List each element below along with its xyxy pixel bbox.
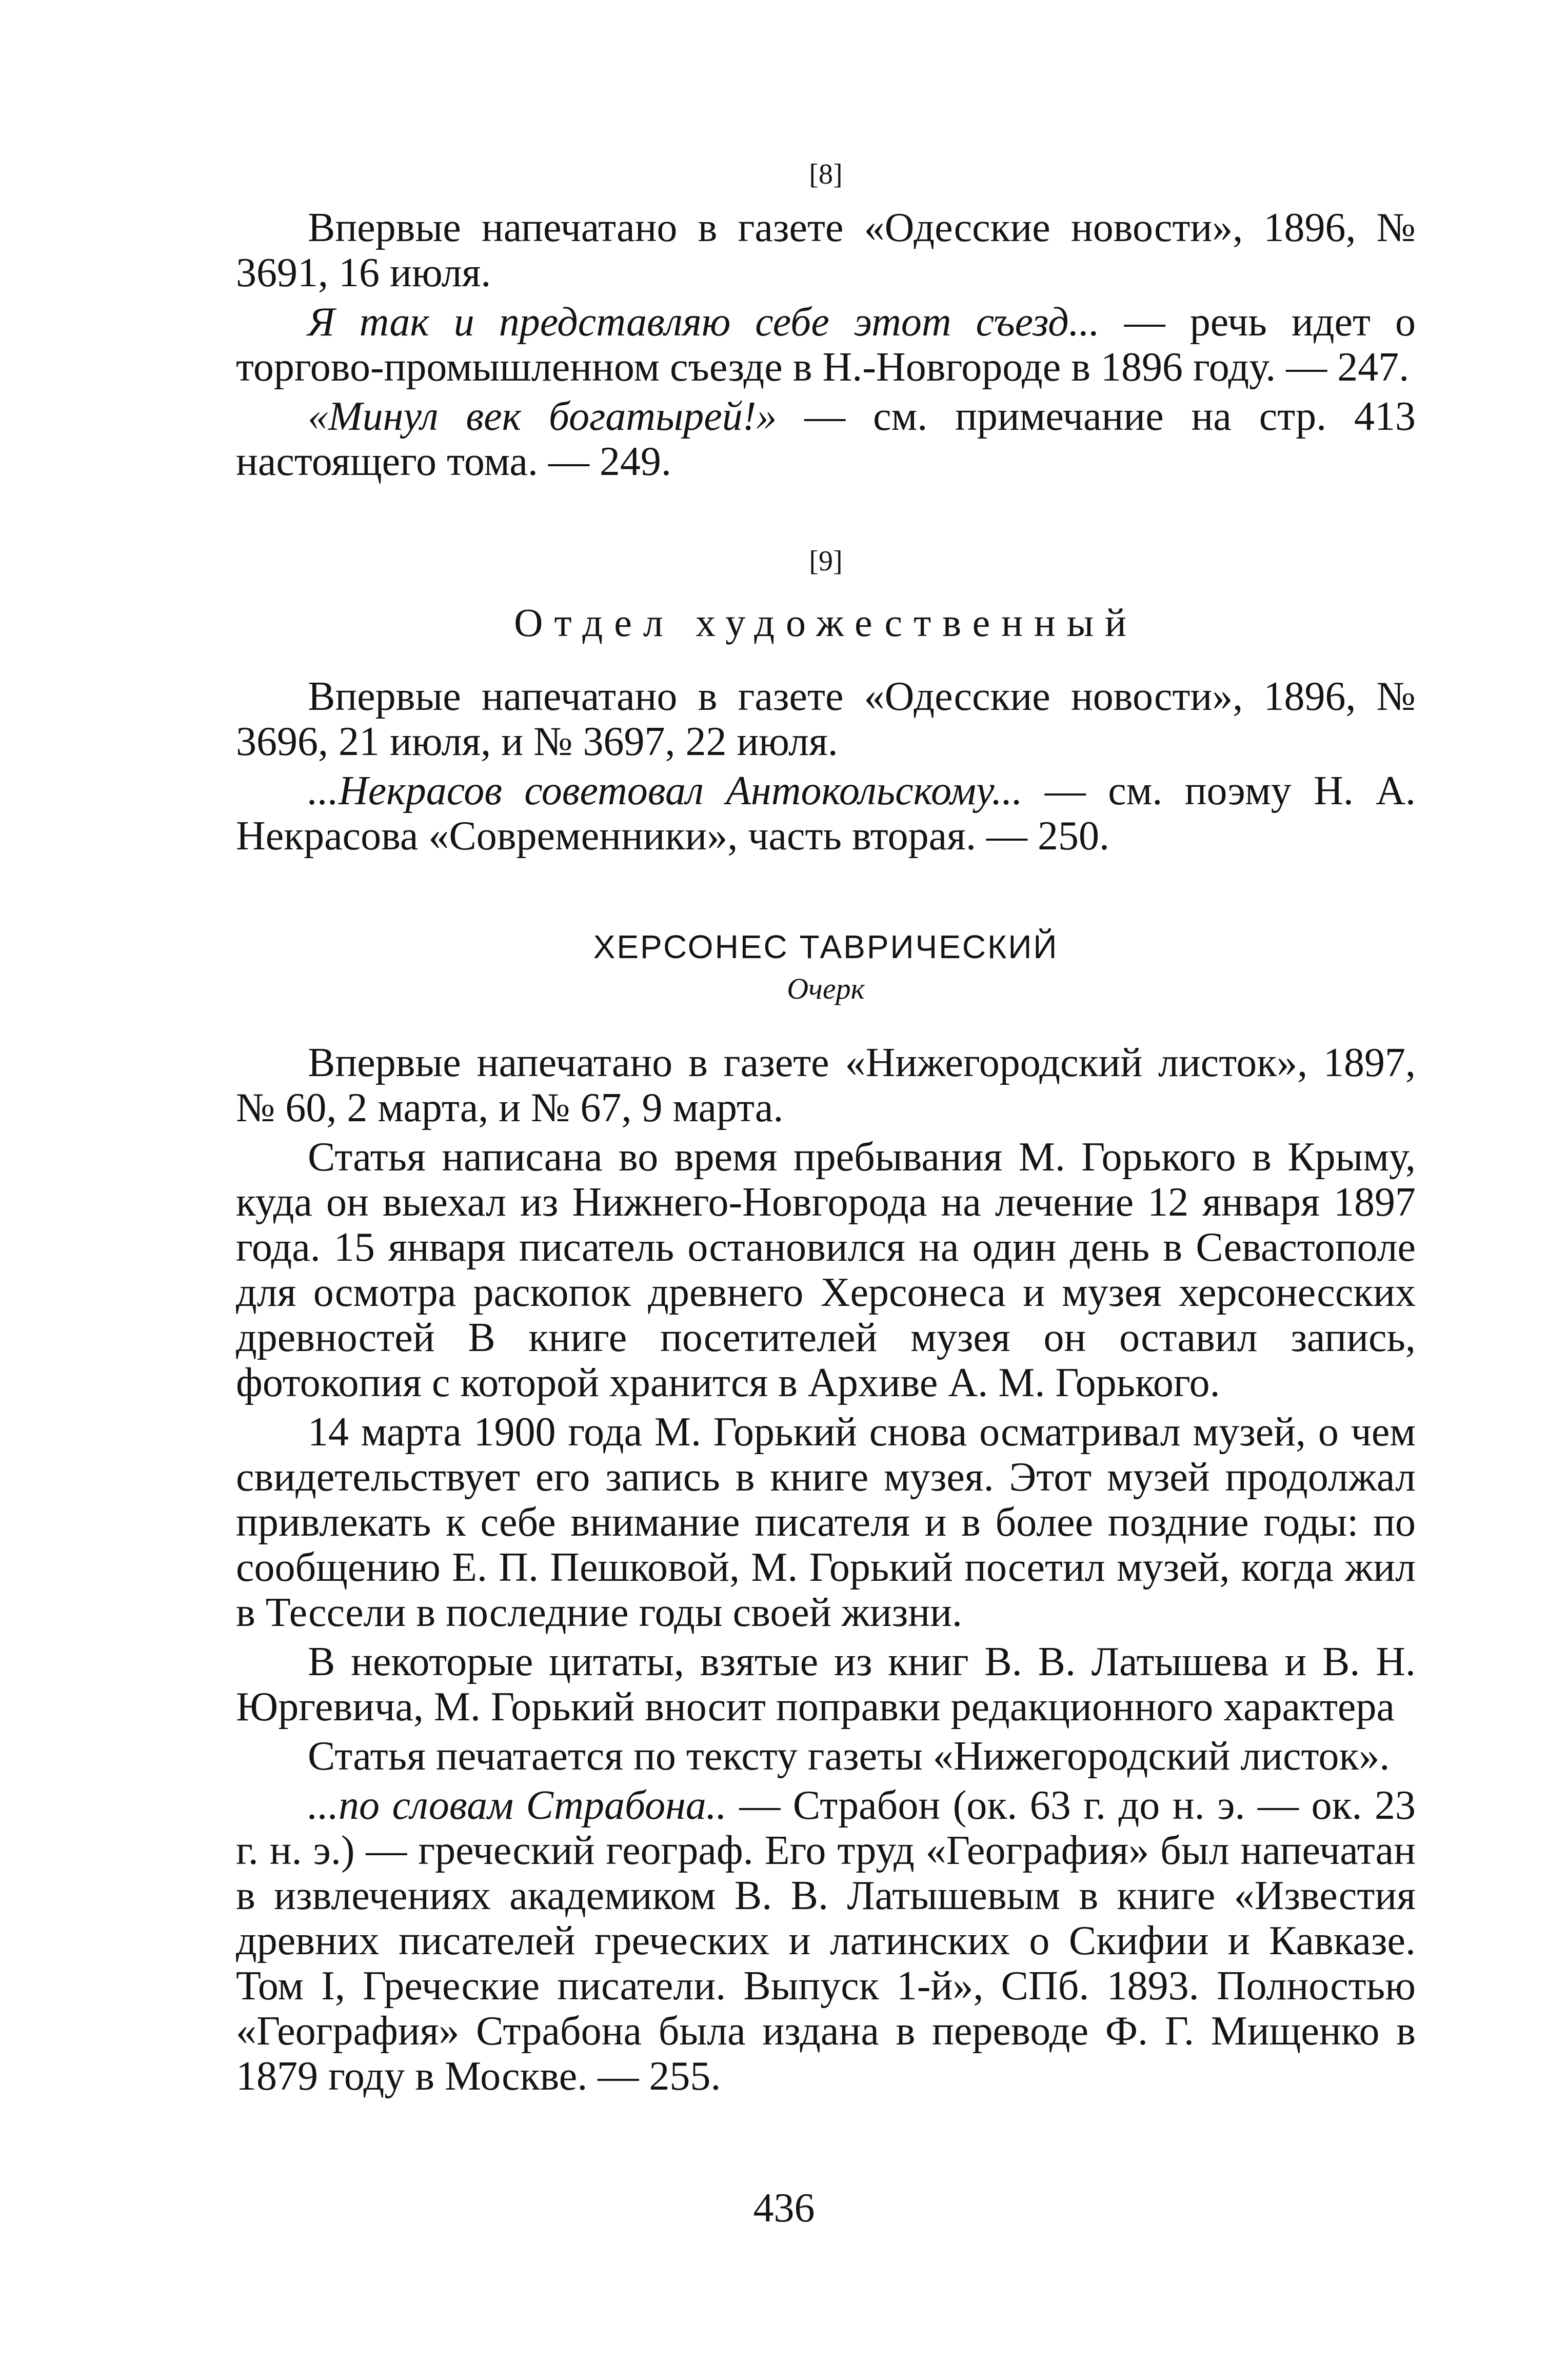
note-8-comment-1-quote: Я так и представляю себе этот съезд... bbox=[308, 300, 1100, 345]
note-8-publication-text: Впервые напечатано в газете «Одесские новости», 1896, № 3691, 16 июля. bbox=[236, 205, 1416, 295]
chersonese-paragraph-1-text: Статья написана во время пребывания М. Горького в Крыму, куда он выехал из Нижнего-Новгорода на лечение 12 января 1897 года. 15 января писатель остановился на один день в Севастополе для осмотра раскопок древнего Херсонеса и музея херсонесских древностей В книге посетителей музея он оставил запись, фотокопия с которой хранится в Архиве А. М. Горького. bbox=[236, 1135, 1416, 1405]
chersonese-paragraph-4-text: Статья печатается по тексту газеты «Нижегородский листок». bbox=[308, 1734, 1390, 1779]
page-content bbox=[236, 154, 1416, 2099]
section-number-9: [9] bbox=[809, 545, 843, 577]
note-8-comment-2 bbox=[236, 394, 1416, 484]
chersonese-comment-quote: ...по словам Страбона.. bbox=[308, 1783, 727, 1828]
chersonese-comment-text: — Страбон (ок. 63 г. до н. э. — ок. 23 г. н. э.) — греческий географ. Его труд «География» был напечатан в извлечениях академиком В. В. Латышевым в книге «Известия древних писателей греческих и латинских о Скифии и Кавказе. Том I, Греческие писатели. Выпуск 1-й», СПб. 1893. Полностью «География» Страбона была издана в переводе Ф. Г. Мищенко в 1879 году в Москве. — 255. bbox=[236, 1783, 1416, 2099]
note-9-publication-text: Впервые напечатано в газете «Одесские новости», 1896, № 3696, 21 июля, и № 3697, 22 июля. bbox=[236, 674, 1416, 764]
spacer bbox=[236, 484, 1416, 541]
chersonese-paragraph-3 bbox=[236, 1639, 1416, 1730]
note-8-comment-1 bbox=[236, 300, 1416, 390]
chersonese-publication bbox=[236, 1040, 1416, 1130]
note-9-comment-text: — см. поэму Н. А. Некрасова «Современники», часть вторая. — 250. bbox=[236, 768, 1416, 859]
chersonese-paragraph-2 bbox=[236, 1409, 1416, 1635]
section-number-8: [8] bbox=[809, 158, 843, 190]
note-8-comment-2-text: — см. примечание на стр. 413 настоящего тома. — 249. bbox=[236, 394, 1416, 484]
note-8-comment-2-quote: «Минул век богатырей!» bbox=[308, 394, 777, 439]
chersonese-comment bbox=[236, 1783, 1416, 2099]
note-8-comment-1-text: — речь идет о торгово-промышленном съезде в Н.-Новгороде в 1896 году. — 247. bbox=[236, 300, 1416, 390]
chersonese-paragraph-4 bbox=[236, 1734, 1416, 1779]
chersonese-paragraph-3-text: В некоторые цитаты, взятые из книг В. В. Латышева и В. Н. Юргевича, М. Горький вносит поправки редакционного характера bbox=[236, 1639, 1416, 1730]
spacer bbox=[236, 859, 1416, 925]
section-9-heading: Отдел художественный bbox=[514, 600, 1138, 645]
note-9-comment-quote: ...Некрасов советовал Антокольскому... bbox=[308, 768, 1023, 813]
note-8-publication bbox=[236, 205, 1416, 295]
page-number: 436 bbox=[753, 2186, 815, 2231]
chersonese-title: ХЕРСОНЕС ТАВРИЧЕСКИЙ bbox=[593, 928, 1059, 965]
chersonese-paragraph-2-text: 14 марта 1900 года М. Горький снова осматривал музей, о чем свидетельствует его запись в книге музея. Этот музей продолжал привлекать к себе внимание писателя и в более поздние годы: по сообщению Е. П. Пешковой, М. Горький посетил музей, когда жил в Тессели в последние годы своей жизни. bbox=[236, 1409, 1416, 1635]
note-9-publication bbox=[236, 674, 1416, 764]
chersonese-paragraph-1 bbox=[236, 1135, 1416, 1405]
chersonese-subtitle: Очерк bbox=[787, 972, 865, 1005]
chersonese-publication-text: Впервые напечатано в газете «Нижегородский листок», 1897, № 60, 2 марта, и № 67, 9 марта. bbox=[236, 1040, 1416, 1130]
note-9-comment bbox=[236, 768, 1416, 859]
